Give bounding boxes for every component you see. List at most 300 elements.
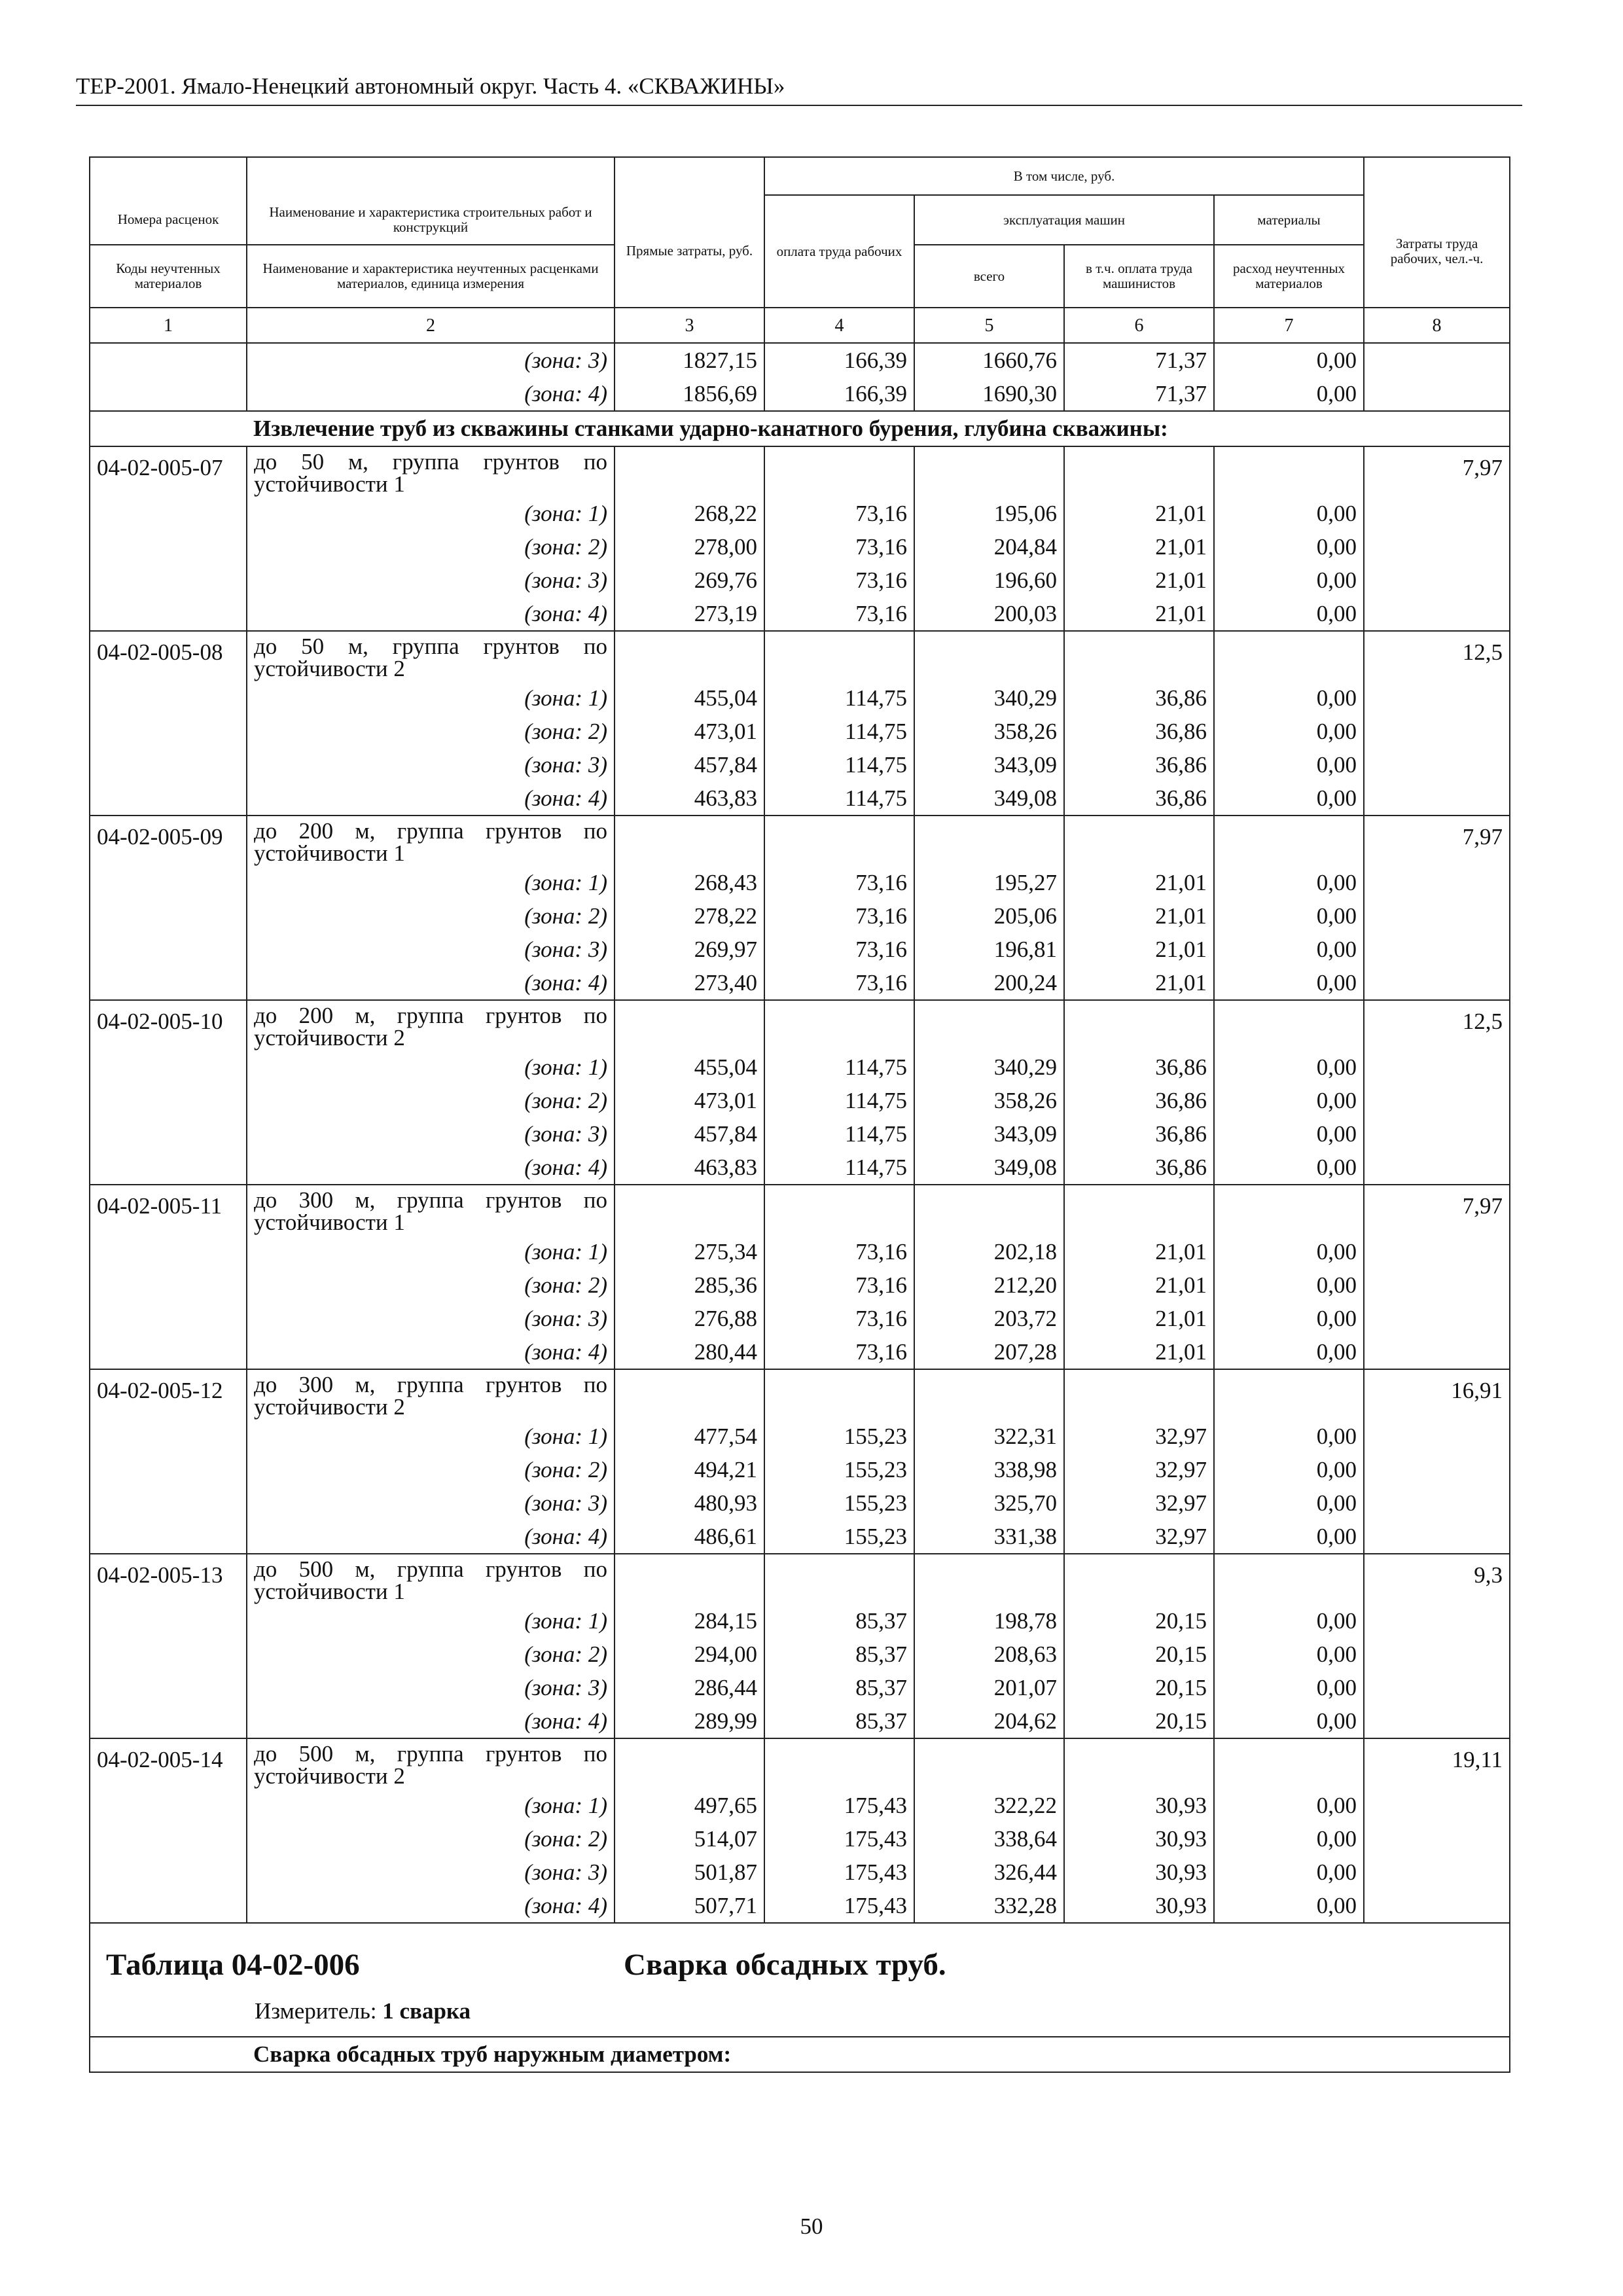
wages: 114,75	[764, 781, 914, 816]
work-description: до 50 м, группа грунтов по устойчивости 1	[247, 446, 615, 497]
operators-wages: 21,01	[1064, 866, 1214, 899]
header-blank-8	[1364, 157, 1510, 195]
zone-label: (зона: 2)	[247, 1268, 615, 1302]
materials: 0,00	[1214, 1050, 1364, 1084]
materials: 0,00	[1214, 1671, 1364, 1704]
table-row	[90, 1604, 1510, 1638]
header-wages: оплата труда рабочих	[764, 195, 914, 308]
next-section-title: Сварка обсадных труб наружным диаметром:	[247, 2037, 1510, 2072]
zone-label: (зона: 1)	[247, 1789, 615, 1822]
rates-table	[89, 156, 1510, 2073]
materials: 0,00	[1214, 966, 1364, 1000]
zone-label: (зона: 2)	[247, 1638, 615, 1671]
operators-wages: 20,15	[1064, 1604, 1214, 1638]
wages: 114,75	[764, 1151, 914, 1185]
materials: 0,00	[1214, 530, 1364, 564]
header-materials: материалы	[1214, 195, 1364, 245]
next-table-block	[90, 1923, 1510, 2072]
materials: 0,00	[1214, 1302, 1364, 1335]
rate-code: 04-02-005-10	[90, 1000, 247, 1185]
page-number: 50	[800, 2214, 823, 2239]
direct-costs: 294,00	[615, 1638, 764, 1671]
materials: 0,00	[1214, 1117, 1364, 1151]
operators-wages: 36,86	[1064, 781, 1214, 816]
materials: 0,00	[1214, 933, 1364, 966]
materials: 0,00	[1214, 377, 1364, 411]
operators-wages: 32,97	[1064, 1420, 1214, 1453]
machines-total: 331,38	[914, 1520, 1064, 1554]
operators-wages: 21,01	[1064, 597, 1214, 631]
labor-cost: 7,97	[1364, 1185, 1510, 1369]
direct-costs: 268,43	[615, 866, 764, 899]
materials: 0,00	[1214, 681, 1364, 715]
rate-group	[90, 1000, 1510, 1185]
wages: 155,23	[764, 1420, 914, 1453]
labor-cost: 19,11	[1364, 1738, 1510, 1923]
operators-wages: 36,86	[1064, 681, 1214, 715]
measure-label: Измеритель:	[255, 1998, 377, 2024]
wages: 85,37	[764, 1638, 914, 1671]
table-row	[90, 446, 1510, 497]
table-row	[90, 1117, 1510, 1151]
rate-code: 04-02-005-08	[90, 631, 247, 816]
header-operators-wages: в т.ч. оплата труда машинистов	[1064, 245, 1214, 308]
operators-wages: 20,15	[1064, 1704, 1214, 1738]
table-row	[90, 1856, 1510, 1889]
wages: 175,43	[764, 1789, 914, 1822]
table-row	[90, 681, 1510, 715]
header-blank-1	[90, 157, 247, 195]
labor-cost: 12,5	[1364, 631, 1510, 816]
direct-costs: 1827,15	[615, 343, 764, 377]
operators-wages: 32,97	[1064, 1486, 1214, 1520]
measure	[255, 1998, 471, 2024]
direct-costs: 473,01	[615, 715, 764, 748]
table-row	[90, 1453, 1510, 1486]
zone-label: (зона: 1)	[247, 497, 615, 530]
direct-costs: 289,99	[615, 1704, 764, 1738]
direct-costs: 275,34	[615, 1235, 764, 1268]
wages: 114,75	[764, 1084, 914, 1117]
rate-code: 04-02-005-13	[90, 1554, 247, 1738]
machines-total: 332,28	[914, 1889, 1064, 1923]
machines-total: 195,27	[914, 866, 1064, 899]
materials: 0,00	[1214, 1704, 1364, 1738]
rate-code: 04-02-005-14	[90, 1738, 247, 1923]
machines-total: 204,62	[914, 1704, 1064, 1738]
table-row	[90, 899, 1510, 933]
wages: 175,43	[764, 1856, 914, 1889]
wages: 114,75	[764, 748, 914, 781]
table-row	[90, 1000, 1510, 1050]
operators-wages: 21,01	[1064, 564, 1214, 597]
materials: 0,00	[1214, 715, 1364, 748]
materials: 0,00	[1214, 1822, 1364, 1856]
machines-total: 200,24	[914, 966, 1064, 1000]
direct-costs: 1856,69	[615, 377, 764, 411]
direct-costs: 494,21	[615, 1453, 764, 1486]
machines-total: 325,70	[914, 1486, 1064, 1520]
machines-total: 205,06	[914, 899, 1064, 933]
zone-label: (зона: 1)	[247, 1235, 615, 1268]
wages: 85,37	[764, 1604, 914, 1638]
direct-costs: 501,87	[615, 1856, 764, 1889]
zone-label: (зона: 4)	[247, 966, 615, 1000]
direct-costs: 285,36	[615, 1268, 764, 1302]
rate-group	[90, 1738, 1510, 1923]
machines-total: 322,22	[914, 1789, 1064, 1822]
work-description: до 200 м, группа грунтов по устойчивости 1	[247, 816, 615, 866]
table-row	[90, 631, 1510, 681]
zone-label: (зона: 3)	[247, 933, 615, 966]
table-row	[90, 1889, 1510, 1923]
machines-total: 338,64	[914, 1822, 1064, 1856]
rate-code: 04-02-005-07	[90, 446, 247, 631]
table-row	[90, 1302, 1510, 1335]
rate-group	[90, 631, 1510, 816]
table-row	[90, 497, 1510, 530]
wages: 85,37	[764, 1671, 914, 1704]
labor-cost: 7,97	[1364, 446, 1510, 631]
rate-group	[90, 1369, 1510, 1554]
table-row	[90, 343, 1510, 377]
wages: 73,16	[764, 966, 914, 1000]
direct-costs: 286,44	[615, 1671, 764, 1704]
zone-label: (зона: 3)	[247, 1117, 615, 1151]
work-description: до 300 м, группа грунтов по устойчивости 1	[247, 1185, 615, 1235]
direct-costs: 269,97	[615, 933, 764, 966]
header-material-codes: Коды неучтенных материалов	[90, 245, 247, 308]
wages: 73,16	[764, 497, 914, 530]
direct-costs: 514,07	[615, 1822, 764, 1856]
table-row	[90, 1369, 1510, 1420]
direct-costs: 480,93	[615, 1486, 764, 1520]
materials: 0,00	[1214, 748, 1364, 781]
operators-wages: 21,01	[1064, 1268, 1214, 1302]
wages: 114,75	[764, 681, 914, 715]
table-label: Таблица 04-02-006	[106, 1948, 360, 1982]
operators-wages: 32,97	[1064, 1453, 1214, 1486]
operators-wages: 20,15	[1064, 1638, 1214, 1671]
operators-wages: 36,86	[1064, 715, 1214, 748]
machines-total: 1690,30	[914, 377, 1064, 411]
materials: 0,00	[1214, 1789, 1364, 1822]
direct-costs: 269,76	[615, 564, 764, 597]
materials: 0,00	[1214, 866, 1364, 899]
table-row	[90, 715, 1510, 748]
table-row	[90, 1638, 1510, 1671]
wages: 73,16	[764, 564, 914, 597]
operators-wages: 36,86	[1064, 1050, 1214, 1084]
machines-total: 358,26	[914, 715, 1064, 748]
operators-wages: 30,93	[1064, 1822, 1214, 1856]
machines-total: 207,28	[914, 1335, 1064, 1369]
materials: 0,00	[1214, 1268, 1364, 1302]
machines-total: 349,08	[914, 1151, 1064, 1185]
zone-label: (зона: 3)	[247, 564, 615, 597]
wages: 114,75	[764, 1050, 914, 1084]
machines-total: 338,98	[914, 1453, 1064, 1486]
machines-total: 208,63	[914, 1638, 1064, 1671]
header-labor: Затраты труда рабочих, чел.-ч.	[1364, 195, 1510, 308]
table-row	[90, 1520, 1510, 1554]
header-machines-total: всего	[914, 245, 1064, 308]
wages: 73,16	[764, 1302, 914, 1335]
wages: 166,39	[764, 343, 914, 377]
operators-wages: 21,01	[1064, 1235, 1214, 1268]
wages: 85,37	[764, 1704, 914, 1738]
labor-cost: 7,97	[1364, 816, 1510, 1000]
rate-group	[90, 1554, 1510, 1738]
header-incl-rub: В том числе, руб.	[764, 157, 1364, 195]
wages: 73,16	[764, 597, 914, 631]
materials: 0,00	[1214, 1856, 1364, 1889]
header-blank-3	[615, 157, 764, 195]
table-row	[90, 866, 1510, 899]
column-number: 3	[615, 308, 764, 343]
table-row	[90, 1738, 1510, 1789]
materials: 0,00	[1214, 1453, 1364, 1486]
zone-label: (зона: 3)	[247, 1486, 615, 1520]
wages: 114,75	[764, 1117, 914, 1151]
labor-cost: 12,5	[1364, 1000, 1510, 1185]
materials: 0,00	[1214, 1335, 1364, 1369]
direct-costs: 463,83	[615, 1151, 764, 1185]
work-description: до 200 м, группа грунтов по устойчивости 2	[247, 1000, 615, 1050]
direct-costs: 507,71	[615, 1889, 764, 1923]
direct-costs: 486,61	[615, 1520, 764, 1554]
zone-label: (зона: 2)	[247, 1453, 615, 1486]
header-machines: эксплуатация машин	[914, 195, 1214, 245]
zone-label: (зона: 4)	[247, 1889, 615, 1923]
materials: 0,00	[1214, 781, 1364, 816]
operators-wages: 21,01	[1064, 966, 1214, 1000]
machines-total: 349,08	[914, 781, 1064, 816]
rate-group	[90, 1185, 1510, 1369]
header-work-name: Наименование и характеристика строительных работ и конструкций	[247, 195, 615, 245]
zone-label: (зона: 2)	[247, 1822, 615, 1856]
machines-total: 204,84	[914, 530, 1064, 564]
running-head: ТЕР-2001. Ямало-Ненецкий автономный округ. Часть 4. «СКВАЖИНЫ»	[76, 73, 785, 99]
operators-wages: 30,93	[1064, 1889, 1214, 1923]
direct-costs: 455,04	[615, 681, 764, 715]
labor-cost: 16,91	[1364, 1369, 1510, 1554]
machines-total: 358,26	[914, 1084, 1064, 1117]
materials: 0,00	[1214, 1889, 1364, 1923]
table-row	[90, 933, 1510, 966]
operators-wages: 36,86	[1064, 1117, 1214, 1151]
zone-label: (зона: 4)	[247, 1520, 615, 1554]
zone-label: (зона: 2)	[247, 715, 615, 748]
table-row	[90, 748, 1510, 781]
wages: 73,16	[764, 1268, 914, 1302]
direct-costs: 280,44	[615, 1335, 764, 1369]
direct-costs: 463,83	[615, 781, 764, 816]
machines-total: 343,09	[914, 1117, 1064, 1151]
wages: 73,16	[764, 866, 914, 899]
table-row	[90, 1486, 1510, 1520]
direct-costs: 273,40	[615, 966, 764, 1000]
measure-value: 1 сварка	[382, 1998, 471, 2024]
machines-total: 322,31	[914, 1420, 1064, 1453]
zone-label: (зона: 2)	[247, 530, 615, 564]
zone-label: (зона: 4)	[247, 1335, 615, 1369]
materials: 0,00	[1214, 1235, 1364, 1268]
table-row	[90, 564, 1510, 597]
zone-label: (зона: 3)	[247, 1302, 615, 1335]
direct-costs: 477,54	[615, 1420, 764, 1453]
materials: 0,00	[1214, 1486, 1364, 1520]
table-row	[90, 1185, 1510, 1235]
machines-total: 340,29	[914, 681, 1064, 715]
work-description: до 300 м, группа грунтов по устойчивости 2	[247, 1369, 615, 1420]
zone-label: (зона: 3)	[247, 343, 615, 377]
zone-label: (зона: 2)	[247, 899, 615, 933]
column-number: 4	[764, 308, 914, 343]
wages: 155,23	[764, 1520, 914, 1554]
zone-label: (зона: 3)	[247, 748, 615, 781]
machines-total: 326,44	[914, 1856, 1064, 1889]
zone-label: (зона: 4)	[247, 781, 615, 816]
work-description: до 500 м, группа грунтов по устойчивости 2	[247, 1738, 615, 1789]
zone-label: (зона: 4)	[247, 1151, 615, 1185]
operators-wages: 36,86	[1064, 1084, 1214, 1117]
table-row	[90, 781, 1510, 816]
carry-over-rows	[90, 343, 1510, 411]
materials: 0,00	[1214, 1084, 1364, 1117]
direct-costs: 273,19	[615, 597, 764, 631]
table-row	[90, 377, 1510, 411]
table-row	[90, 1268, 1510, 1302]
machines-total: 196,81	[914, 933, 1064, 966]
operators-wages: 36,86	[1064, 748, 1214, 781]
header-direct-costs: Прямые затраты, руб.	[615, 195, 764, 308]
machines-total: 212,20	[914, 1268, 1064, 1302]
table-row	[90, 530, 1510, 564]
table-row	[90, 1084, 1510, 1117]
materials: 0,00	[1214, 1638, 1364, 1671]
header-blank-2	[247, 157, 615, 195]
table-row	[90, 1050, 1510, 1084]
materials: 0,00	[1214, 899, 1364, 933]
zone-label: (зона: 1)	[247, 1604, 615, 1638]
machines-total: 202,18	[914, 1235, 1064, 1268]
direct-costs: 455,04	[615, 1050, 764, 1084]
operators-wages: 32,97	[1064, 1520, 1214, 1554]
operators-wages: 71,37	[1064, 343, 1214, 377]
wages: 73,16	[764, 899, 914, 933]
operators-wages: 71,37	[1064, 377, 1214, 411]
zone-label: (зона: 3)	[247, 1856, 615, 1889]
section-title-row	[90, 411, 1510, 446]
header-rate-numbers: Номера расценок	[90, 195, 247, 245]
table-row	[90, 1335, 1510, 1369]
column-number: 2	[247, 308, 615, 343]
operators-wages: 30,93	[1064, 1856, 1214, 1889]
rate-code: 04-02-005-09	[90, 816, 247, 1000]
operators-wages: 21,01	[1064, 1302, 1214, 1335]
machines-total: 200,03	[914, 597, 1064, 631]
wages: 114,75	[764, 715, 914, 748]
work-description: до 500 м, группа грунтов по устойчивости 1	[247, 1554, 615, 1604]
direct-costs: 284,15	[615, 1604, 764, 1638]
table-row	[90, 1822, 1510, 1856]
materials: 0,00	[1214, 497, 1364, 530]
table-row	[90, 1704, 1510, 1738]
operators-wages: 21,01	[1064, 933, 1214, 966]
wages: 175,43	[764, 1889, 914, 1923]
machines-total: 343,09	[914, 748, 1064, 781]
wages: 73,16	[764, 1335, 914, 1369]
wages: 73,16	[764, 1235, 914, 1268]
labor-cost: 9,3	[1364, 1554, 1510, 1738]
work-description: до 50 м, группа грунтов по устойчивости 2	[247, 631, 615, 681]
zone-label: (зона: 1)	[247, 1420, 615, 1453]
operators-wages: 21,01	[1064, 1335, 1214, 1369]
header-unaccounted-materials: расход неучтенных материалов	[1214, 245, 1364, 308]
table-row	[90, 1789, 1510, 1822]
table-row	[90, 816, 1510, 866]
materials: 0,00	[1214, 343, 1364, 377]
zone-label: (зона: 1)	[247, 681, 615, 715]
zone-label: (зона: 2)	[247, 1084, 615, 1117]
wages: 155,23	[764, 1453, 914, 1486]
zone-label: (зона: 1)	[247, 1050, 615, 1084]
machines-total: 1660,76	[914, 343, 1064, 377]
operators-wages: 30,93	[1064, 1789, 1214, 1822]
materials: 0,00	[1214, 1151, 1364, 1185]
direct-costs: 497,65	[615, 1789, 764, 1822]
direct-costs: 473,01	[615, 1084, 764, 1117]
direct-costs: 457,84	[615, 748, 764, 781]
direct-costs: 278,22	[615, 899, 764, 933]
direct-costs: 457,84	[615, 1117, 764, 1151]
zone-label: (зона: 3)	[247, 1671, 615, 1704]
header-material-names: Наименование и характеристика неучтенных расценками материалов, единица измерения	[247, 245, 615, 308]
zone-label: (зона: 4)	[247, 377, 615, 411]
machines-total: 198,78	[914, 1604, 1064, 1638]
direct-costs: 268,22	[615, 497, 764, 530]
table-row	[90, 1151, 1510, 1185]
direct-costs: 276,88	[615, 1302, 764, 1335]
operators-wages: 20,15	[1064, 1671, 1214, 1704]
table-title: Сварка обсадных труб.	[624, 1948, 946, 1982]
column-number: 7	[1214, 308, 1364, 343]
zone-label: (зона: 1)	[247, 866, 615, 899]
wages: 73,16	[764, 530, 914, 564]
table-row	[90, 1420, 1510, 1453]
table-row	[90, 1671, 1510, 1704]
wages: 73,16	[764, 933, 914, 966]
rate-code: 04-02-005-11	[90, 1185, 247, 1369]
rate-group	[90, 816, 1510, 1000]
materials: 0,00	[1214, 1604, 1364, 1638]
operators-wages: 21,01	[1064, 899, 1214, 933]
machines-total: 195,06	[914, 497, 1064, 530]
operators-wages: 21,01	[1064, 530, 1214, 564]
machines-total: 196,60	[914, 564, 1064, 597]
wages: 166,39	[764, 377, 914, 411]
machines-total: 340,29	[914, 1050, 1064, 1084]
table-row	[90, 1235, 1510, 1268]
materials: 0,00	[1214, 1420, 1364, 1453]
column-number: 8	[1364, 308, 1510, 343]
column-number: 5	[914, 308, 1064, 343]
table-row	[90, 1554, 1510, 1604]
zone-label: (зона: 4)	[247, 1704, 615, 1738]
table-row	[90, 966, 1510, 1000]
table-row	[90, 597, 1510, 631]
